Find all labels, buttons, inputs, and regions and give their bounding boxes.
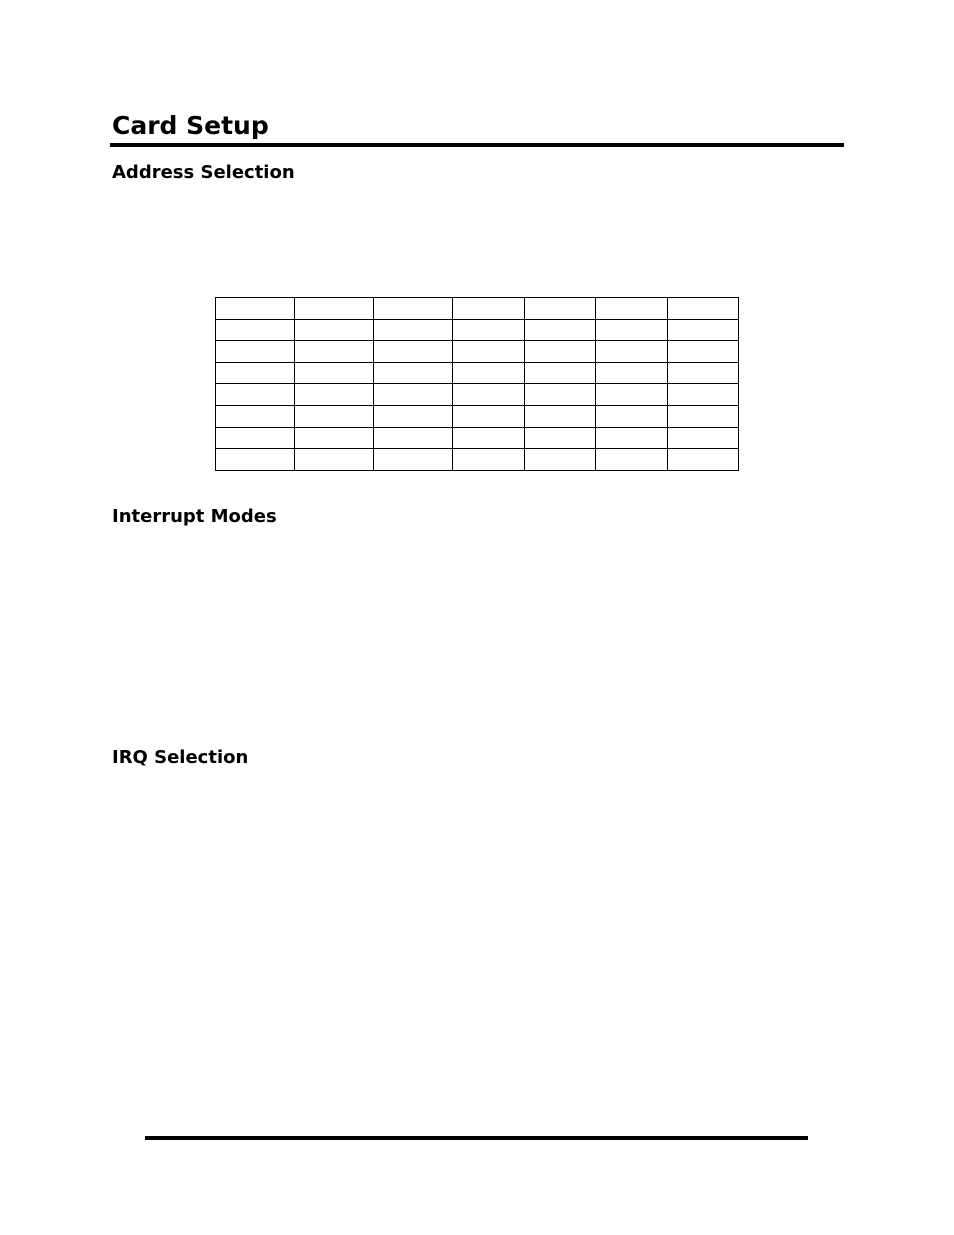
table-cell bbox=[596, 341, 668, 363]
table-cell bbox=[453, 362, 525, 384]
table-row bbox=[216, 298, 739, 320]
table-cell bbox=[525, 405, 596, 427]
table-cell bbox=[668, 384, 739, 406]
table-row bbox=[216, 449, 739, 471]
table-cell bbox=[216, 449, 295, 471]
table-row bbox=[216, 405, 739, 427]
table-cell bbox=[295, 341, 374, 363]
irq-selection-heading: IRQ Selection bbox=[112, 747, 249, 768]
address-table bbox=[215, 297, 739, 471]
table-cell bbox=[596, 319, 668, 341]
table-cell bbox=[453, 384, 525, 406]
table-cell bbox=[295, 384, 374, 406]
address-selection-heading: Address Selection bbox=[112, 162, 295, 183]
table-cell bbox=[596, 427, 668, 449]
table-cell bbox=[668, 405, 739, 427]
table-cell bbox=[668, 427, 739, 449]
table-cell bbox=[374, 384, 453, 406]
table-cell bbox=[295, 298, 374, 320]
table-cell bbox=[525, 319, 596, 341]
table-cell bbox=[668, 319, 739, 341]
table-cell bbox=[374, 427, 453, 449]
table-cell bbox=[525, 298, 596, 320]
title-rule bbox=[110, 143, 844, 147]
table-cell bbox=[453, 405, 525, 427]
table-cell bbox=[216, 405, 295, 427]
table-row bbox=[216, 362, 739, 384]
table-cell bbox=[374, 341, 453, 363]
table-row bbox=[216, 319, 739, 341]
footer-rule bbox=[145, 1136, 808, 1140]
table-cell bbox=[295, 405, 374, 427]
table-row bbox=[216, 384, 739, 406]
table-cell bbox=[216, 362, 295, 384]
table-cell bbox=[525, 384, 596, 406]
table-cell bbox=[216, 427, 295, 449]
table-cell bbox=[668, 449, 739, 471]
table-cell bbox=[374, 405, 453, 427]
table-cell bbox=[525, 449, 596, 471]
table-cell bbox=[668, 298, 739, 320]
table-cell bbox=[453, 319, 525, 341]
page-title: Card Setup bbox=[112, 111, 269, 140]
table-cell bbox=[216, 298, 295, 320]
table-cell bbox=[525, 341, 596, 363]
table-row bbox=[216, 341, 739, 363]
table-cell bbox=[596, 449, 668, 471]
table-cell bbox=[525, 362, 596, 384]
table-cell bbox=[596, 362, 668, 384]
table-row bbox=[216, 427, 739, 449]
table-cell bbox=[216, 384, 295, 406]
table-cell bbox=[525, 427, 596, 449]
table-cell bbox=[596, 384, 668, 406]
table-cell bbox=[668, 362, 739, 384]
table-cell bbox=[374, 298, 453, 320]
table-cell bbox=[596, 405, 668, 427]
address-table-body bbox=[216, 298, 739, 471]
table-cell bbox=[453, 427, 525, 449]
table-cell bbox=[374, 362, 453, 384]
table-cell bbox=[453, 341, 525, 363]
interrupt-modes-heading: Interrupt Modes bbox=[112, 506, 277, 527]
table-cell bbox=[295, 449, 374, 471]
table-cell bbox=[374, 449, 453, 471]
table-cell bbox=[295, 319, 374, 341]
table-cell bbox=[216, 319, 295, 341]
table-cell bbox=[453, 449, 525, 471]
table-cell bbox=[295, 362, 374, 384]
table-cell bbox=[596, 298, 668, 320]
table-cell bbox=[668, 341, 739, 363]
table-cell bbox=[216, 341, 295, 363]
table-cell bbox=[295, 427, 374, 449]
table-cell bbox=[374, 319, 453, 341]
table-cell bbox=[453, 298, 525, 320]
